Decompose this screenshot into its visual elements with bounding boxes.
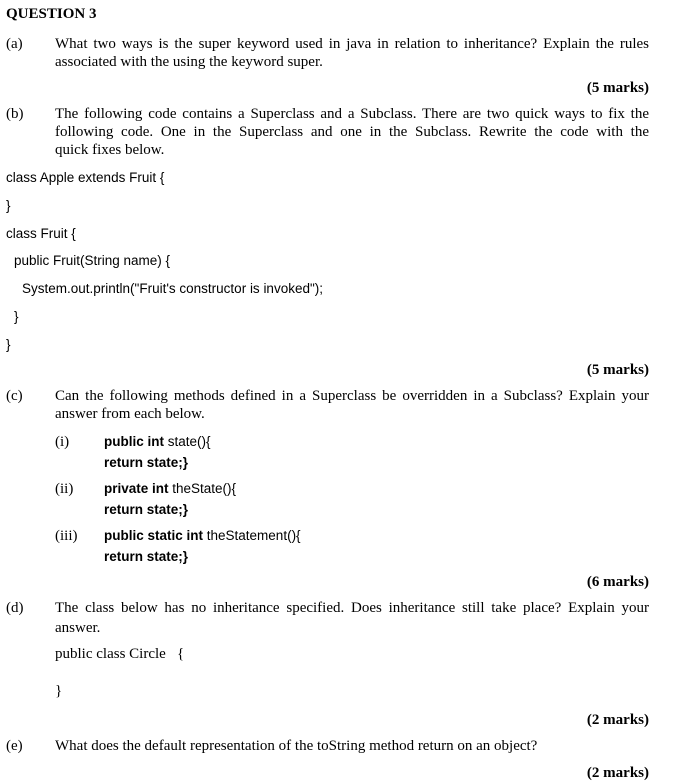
- sub-item-number: (i): [55, 434, 70, 450]
- part-d-label: (d): [6, 600, 24, 616]
- method-signature: [104, 528, 301, 543]
- method-name: theStatement(){: [203, 528, 301, 543]
- method-body: return state;}: [104, 549, 189, 564]
- code-line: System.out.println("Fruit's constructor is invoked");: [22, 281, 324, 296]
- part-a-marks: (5 marks): [586, 80, 649, 96]
- part-b-text-line1: The following code contains a Superclass and a Subclass. There are two quick ways to fix the: [55, 106, 649, 122]
- part-e-marks: (2 marks): [586, 765, 649, 781]
- part-b-label: (b): [6, 106, 24, 122]
- part-e-text-line1: What does the default representation of the toString method return on an object?: [55, 738, 538, 754]
- code-line: }: [6, 337, 11, 352]
- method-keywords: public static int: [104, 528, 204, 543]
- method-name: state(){: [164, 434, 211, 449]
- method-body: return state;}: [104, 455, 189, 470]
- method-name: theState(){: [168, 481, 237, 496]
- method-signature: [104, 434, 211, 449]
- part-d-text-line1: The class below has no inheritance specified. Does inheritance still take place? Explain your: [55, 600, 649, 616]
- sub-item-number: (iii): [55, 528, 78, 544]
- code-line: class Fruit {: [6, 226, 76, 241]
- part-c-marks: (6 marks): [586, 574, 649, 590]
- code-line: }: [6, 198, 11, 213]
- part-d-marks: (2 marks): [586, 712, 649, 728]
- code-line: class Apple extends Fruit {: [6, 170, 165, 185]
- part-b-text-line2: following code. One in the Superclass and one in the Subclass. Rewrite the code with the: [55, 124, 649, 140]
- part-c-text-line2: answer from each below.: [55, 406, 205, 422]
- part-b-marks: (5 marks): [586, 362, 649, 378]
- method-keywords: public int: [104, 434, 164, 449]
- question-title: QUESTION 3: [6, 6, 97, 22]
- circle-class-close: }: [55, 683, 63, 699]
- method-signature: [104, 481, 236, 496]
- method-keywords: private int: [104, 481, 169, 496]
- part-c-text-line1: Can the following methods defined in a Superclass be overridden in a Subclass? Explain your: [55, 388, 649, 404]
- circle-class-code: public class Circle {: [55, 646, 185, 662]
- part-a-text-line2: associated with the using the keyword super.: [55, 54, 323, 70]
- part-c-label: (c): [6, 388, 23, 404]
- method-body: return state;}: [104, 502, 189, 517]
- part-e-label: (e): [6, 738, 23, 754]
- sub-item-number: (ii): [55, 481, 74, 497]
- part-b-text-line3: quick fixes below.: [55, 142, 165, 158]
- code-line: public Fruit(String name) {: [14, 253, 171, 268]
- part-a-label: (a): [6, 36, 23, 52]
- part-d-text-line2: answer.: [55, 620, 101, 636]
- code-line: }: [14, 309, 19, 324]
- part-a-text-line1: What two ways is the super keyword used in java in relation to inheritance? Explain the rules: [55, 36, 649, 52]
